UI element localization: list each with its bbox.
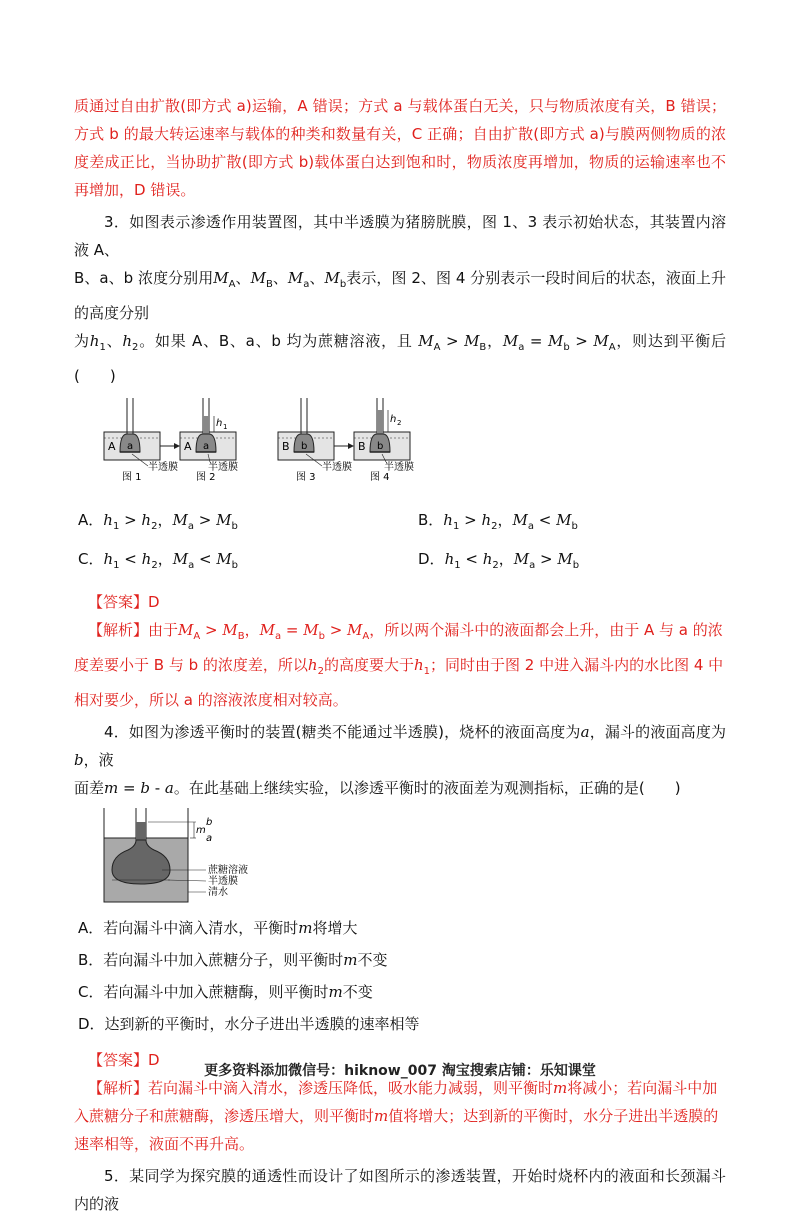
- svg-text:A: A: [108, 440, 116, 453]
- option-c: C．$h_1 < h_2$，$M_a < M_b$: [78, 550, 239, 571]
- question-3-line-3: 为$h_1$、$h_2$。如果 A、B、a、b 均为蔗糖溶液，且 $M_A > M_B$，$M_a = M_b > M_A$，则达到平衡后( ): [74, 332, 726, 385]
- svg-text:半透膜: 半透膜: [322, 462, 352, 473]
- question-4-answer: 【答案】D: [88, 1051, 160, 1069]
- question-3-line-1: 3．如图表示渗透作用装置图，其中半透膜为猪膀胱膜，图 1、3 表示初始状态，其装置内溶液 A、: [74, 213, 726, 259]
- svg-text:b: b: [206, 817, 213, 828]
- question-3-analysis: 【解析】由于$M_A > M_B$，$M_a = M_b > M_A$，所以两个漏斗中的液面都会上升，由于 A 与 a 的浓度差要小于 B 与 b 的浓度差，所以$h_2$的高度要大于$h_1$；同时由于图 2 中进入漏斗内的水比图 4 中相对要少，所以 a 的溶液浓度相对较高。: [74, 621, 724, 709]
- footer: 更多资料添加微信号：hiknow_007 淘宝搜索店铺：乐知课堂: [204, 1063, 596, 1079]
- svg-text:半透膜: 半透膜: [148, 462, 178, 473]
- option-a: A．$h_1 > h_2$，$M_a > M_b$: [78, 511, 238, 532]
- question-4-options: [74, 912, 726, 1040]
- option-d: D．$h_1 < h_2$，$M_a > M_b$: [418, 550, 580, 571]
- question-4-line-1: 4．如图为渗透平衡时的装置(糖类不能通过半透膜)，烧杯的液面高度为a，漏斗的液面高度为b，液: [74, 723, 726, 769]
- svg-text:h: h: [216, 418, 223, 429]
- svg-text:蔗糖溶液: 蔗糖溶液: [208, 865, 248, 876]
- svg-text:a: a: [127, 441, 134, 452]
- svg-text:图 4: 图 4: [370, 472, 390, 483]
- svg-text:2: 2: [397, 419, 402, 427]
- osmosis-equilibrium-figure: [102, 808, 302, 904]
- svg-text:1: 1: [223, 423, 228, 431]
- svg-text:半透膜: 半透膜: [208, 876, 238, 887]
- osmosis-figures-1-4: [102, 396, 462, 496]
- option-b: B．若向漏斗中加入蔗糖分子，则平衡时m不变: [78, 951, 388, 969]
- svg-text:B: B: [358, 440, 366, 453]
- svg-text:a: a: [203, 441, 210, 452]
- svg-text:B: B: [282, 440, 290, 453]
- question-4-analysis: 【解析】若向漏斗中滴入清水，渗透压降低，吸水能力减弱，则平衡时m将减小；若向漏斗中加入蔗糖分子和蔗糖酶，渗透压增大，则平衡时m值将增大；达到新的平衡时，水分子进出半透膜的速率相等，液面不再升高。: [74, 1079, 719, 1153]
- svg-text:图 1: 图 1: [122, 472, 142, 483]
- svg-text:清水: 清水: [208, 887, 228, 898]
- svg-text:图 2: 图 2: [196, 472, 216, 483]
- svg-text:半透膜: 半透膜: [208, 462, 238, 473]
- option-a: A．若向漏斗中滴入清水，平衡时m将增大: [78, 919, 358, 937]
- svg-text:半透膜: 半透膜: [384, 462, 414, 473]
- svg-text:m: m: [196, 825, 206, 836]
- page-content: [74, 92, 726, 1218]
- svg-text:b: b: [377, 441, 384, 452]
- option-c: C．若向漏斗中加入蔗糖酶，则平衡时m不变: [78, 983, 373, 1001]
- prev-analysis-continuation: 质通过自由扩散(即方式 a)运输，A 错误；方式 a 与载体蛋白无关，只与物质浓度有关，B 错误；方式 b 的最大转运速率与载体的种类和数量有关，C 正确；自由扩散(即方式 a)与膜两侧物质的浓度差成正比，当协助扩散(即方式 b)载体蛋白达到饱和时，物质浓度再增加，物质的运输速率也不再增加，D 错误。: [74, 97, 726, 199]
- option-b: B．$h_1 > h_2$，$M_a < M_b$: [418, 511, 578, 532]
- svg-text:b: b: [301, 441, 308, 452]
- option-d: D．达到新的平衡时，水分子进出半透膜的速率相等: [78, 1015, 420, 1033]
- question-3-options: [74, 504, 726, 582]
- question-4-line-2: 面差m = b - a。在此基础上继续实验，以渗透平衡时的液面差为观测指标，正确的是( ): [74, 779, 681, 797]
- question-3-answer: 【答案】D: [88, 593, 160, 611]
- question-5-line-1: 5．某同学为探究膜的通透性而设计了如图所示的渗透装置，开始时烧杯内的液面和长颈漏斗内的液: [74, 1167, 726, 1213]
- svg-text:A: A: [184, 440, 192, 453]
- svg-text:h: h: [390, 414, 397, 425]
- svg-text:图 3: 图 3: [296, 472, 316, 483]
- question-3-line-2: B、a、b 浓度分别用$M_A$、$M_B$、$M_a$、$M_b$表示，图 2、图 4 分别表示一段时间后的状态，液面上升的高度分别: [74, 269, 726, 322]
- svg-text:a: a: [206, 833, 213, 844]
